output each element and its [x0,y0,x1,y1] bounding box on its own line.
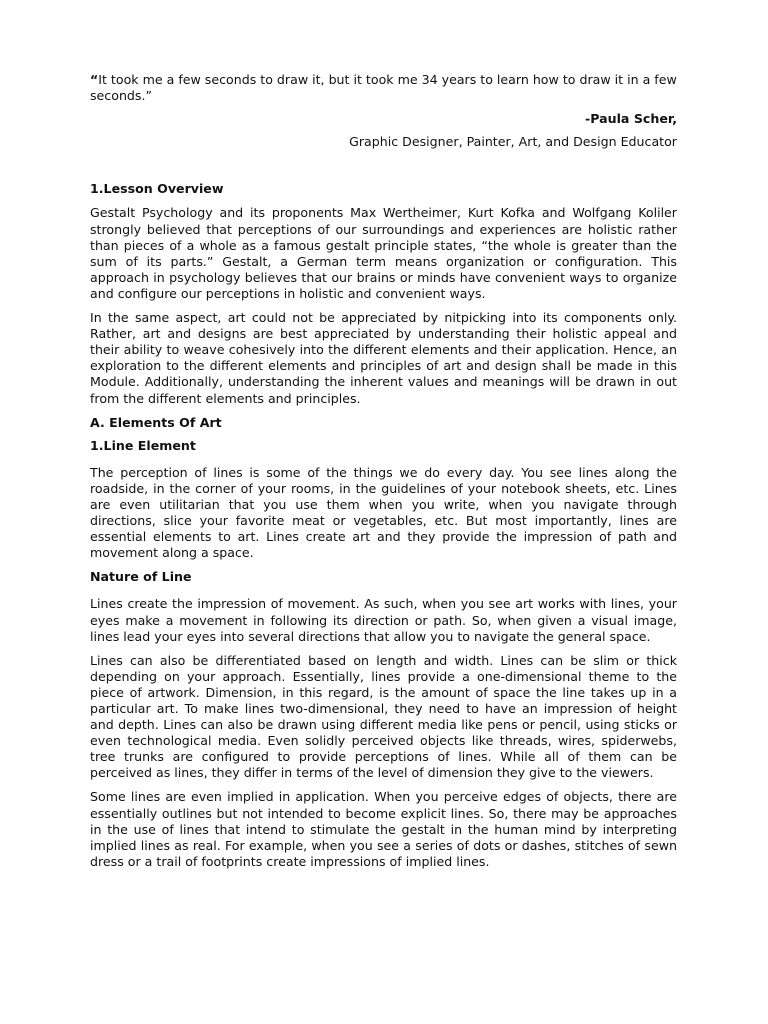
quote-text: It took me a few seconds to draw it, but it took me 34 years to learn how to draw it in a few seconds.” [90,72,677,104]
quote-author: -Paula Scher, [585,111,677,127]
elements-of-art-heading: A. Elements Of Art [90,414,222,430]
nature-of-line-paragraph: Lines create the impression of movement. As such, when you see art works with lines, your eyes make a movement in following its direction or path. So, when given a visual image, lines lead your eyes into several directions that allow you to navigate the general space. [90,596,677,644]
quote-author-title: Graphic Designer, Painter, Art, and Design Educator [349,134,677,150]
document-page [90,72,677,878]
line-element-paragraph: The perception of lines is some of the things we do every day. You see lines along the roadside, in the corner of your rooms, in the guidelines of your notebook sheets, etc. Lines are even utilitarian that you use them when you write, when you navigate through directions, slice your favorite meat or vegetables, etc. But most importantly, lines are essential elements to art. Lines create art and they provide the impression of path and movement along a space. [90,464,677,561]
nature-of-line-paragraph: Lines can also be differentiated based on length and width. Lines can be slim or thick depending on your approach. Essentially, lines provide a one-dimensional theme to the piece of artwork. Dimension, in this regard, is the amount of space the line takes up in a particular art. To make lines two-dimensional, they need to have an impression of height and depth. Lines can also be drawn using different media like pens or pencil, using sticks or even technological media. Even solidly perceived objects like threads, wires, spiderwebs, tree trunks are configured to provide perceptions of lines. While all of them can be perceived as lines, they differ in terms of the level of dimension they give to the viewers. [90,652,677,781]
overview-paragraph: Gestalt Psychology and its proponents Max Wertheimer, Kurt Kofka and Wolfgang Koliler strongly believed that perceptions of our surroundings and experiences are holistic rather than pieces of a whole as a famous gestalt principle states, “the whole is greater than the sum of its parts.” Gestalt, a German term means organization or configuration. This approach in psychology believes that our brains or minds have convenient ways to organize and configure our perceptions in holistic and convenient ways. [90,205,677,301]
nature-of-line-paragraph: Some lines are even implied in application. When you perceive edges of objects, there are essentially outlines but not intended to become explicit lines. So, there may be approaches in the use of lines that intend to stimulate the gestalt in the human mind by interpreting implied lines as real. For example, when you see a series of dots or dashes, stitches of sewn dress or a trail of footprints create impressions of implied lines. [90,789,677,869]
overview-paragraph: In the same aspect, art could not be appreciated by nitpicking into its components only. Rather, art and designs are best appreciated by understanding their holistic appeal and their ability to weave cohesively into the different elements and their application. Hence, an exploration to the different elements and principles of art and design shall be made in this Module. Additionally, understanding the inherent values and meanings will be drawn in out from the different elements and principles. [90,310,677,406]
lesson-overview-heading: 1.Lesson Overview [90,181,224,197]
nature-of-line-heading: Nature of Line [90,569,192,585]
line-element-heading: 1.Line Element [90,437,196,453]
quote-open-mark: “ [90,72,99,87]
epigraph-quote [90,72,677,104]
